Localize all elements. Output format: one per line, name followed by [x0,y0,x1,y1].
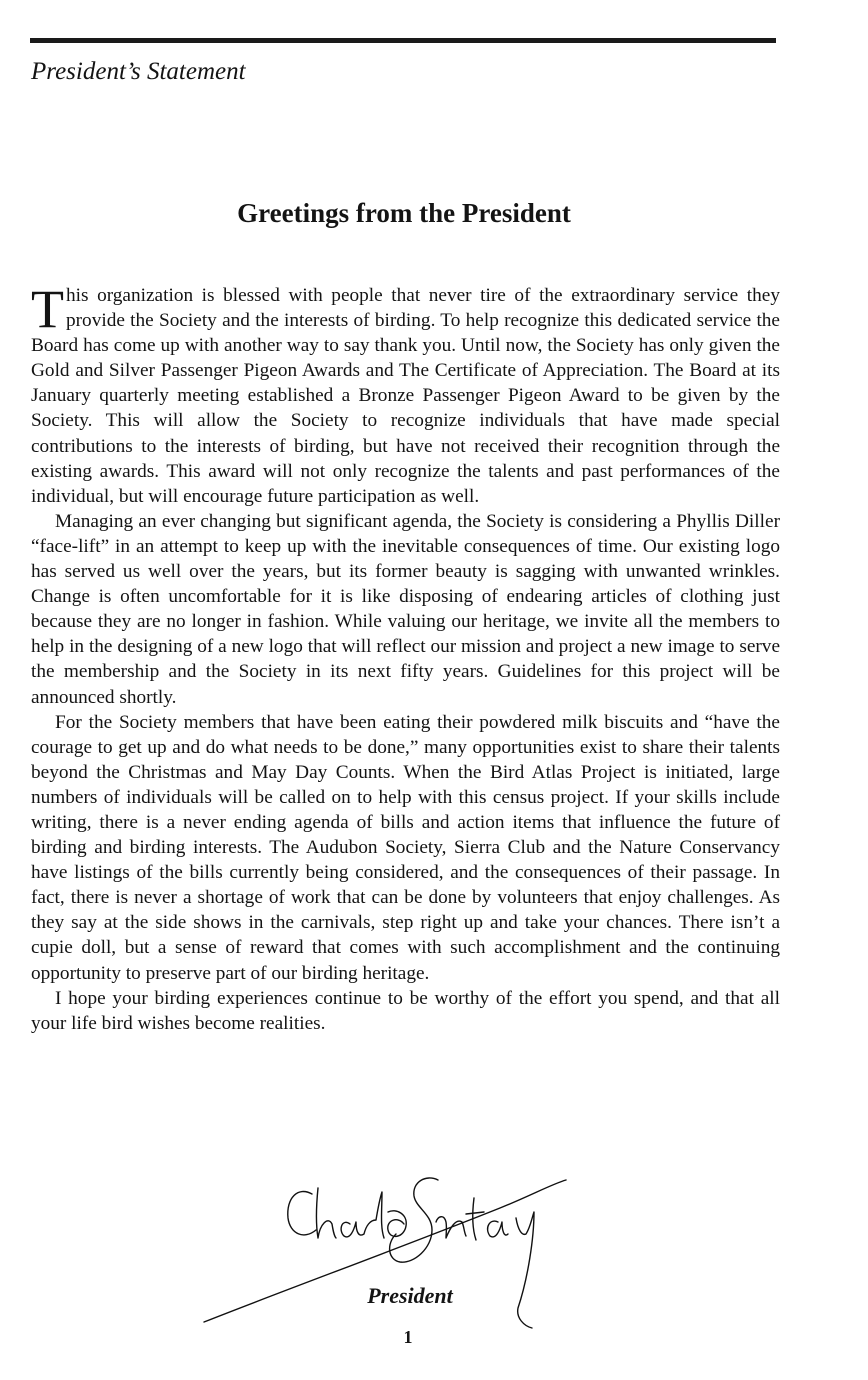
paragraph-3: For the Society members that have been eating their powdered milk biscuits and “have the courage to get up and do what needs to be done,” many opportunities exist to share their talents beyond the Christmas and May Day Counts. When the Bird Atlas Project is initiated, large numbers of individuals will be called on to help with this census project. If your skills include writing, there is a never ending agenda of bills and action items that influence the future of birding and birding interests. The Audubon Society, Sierra Club and the Nature Conservancy have listings of the bills currently being considered, and the consequences of their passage. In fact, there is never a shortage of work that can be done by volunteers that enjoy challenges. As they say at the side shows in the carnivals, step right up and take your chances. There isn’t a cupie doll, but a sense of reward that comes with such accomplishment and the continuing opportunity to preserve part of our birding heritage. [31,711,780,984]
paragraph-4: I hope your birding experiences continue to be worthy of the effort you spend, and that all your life bird wishes become realities. [31,987,780,1034]
page-number: 1 [403,1327,413,1347]
header-rule [30,38,776,43]
paragraph-2: Managing an ever changing but significant agenda, the Society is considering a Phyllis Diller “face-lift” in an attempt to keep up with the inevitable consequences of time. Our existing logo has served us well over the years, but its former beauty is sagging with unwanted wrinkles. Change is often uncomfortable for it is like disposing of endearing articles of clothing just because they are no longer in fashion. While valuing our heritage, we invite all the members to help in the designing of a new logo that will reflect our mission and project a new image to serve the membership and the Society in its next fifty years. Guidelines for this project will be announced shortly. [31,510,780,708]
section-title: President’s Statement [31,58,246,85]
page-title: Greetings from the President [237,198,571,228]
paragraph-1 [31,279,780,509]
drop-cap: T [31,279,64,339]
paragraph-1-text: his organization is blessed with people that never tire of the extraordinary service they provide the Society and the interests of birding. To help recognize this dedicated service the Board has come up with another way to say thank you. Until now, the Society has only given the Gold and Silver Passenger Pigeon Awards and The Certificate of Appreciation. The Board at its January quarterly meeting established a Bronze Passenger Pigeon Award to be given by the Society. This will allow the Society to recognize individuals that have made special contributions to the interests of birding, but have not received their recognition through the existing awards. This award will not only recognize the talents and past performances of the individual, but will encourage future participation as well. [31,285,780,507]
signature-title: President [367,1283,453,1308]
article-body [31,279,780,1036]
